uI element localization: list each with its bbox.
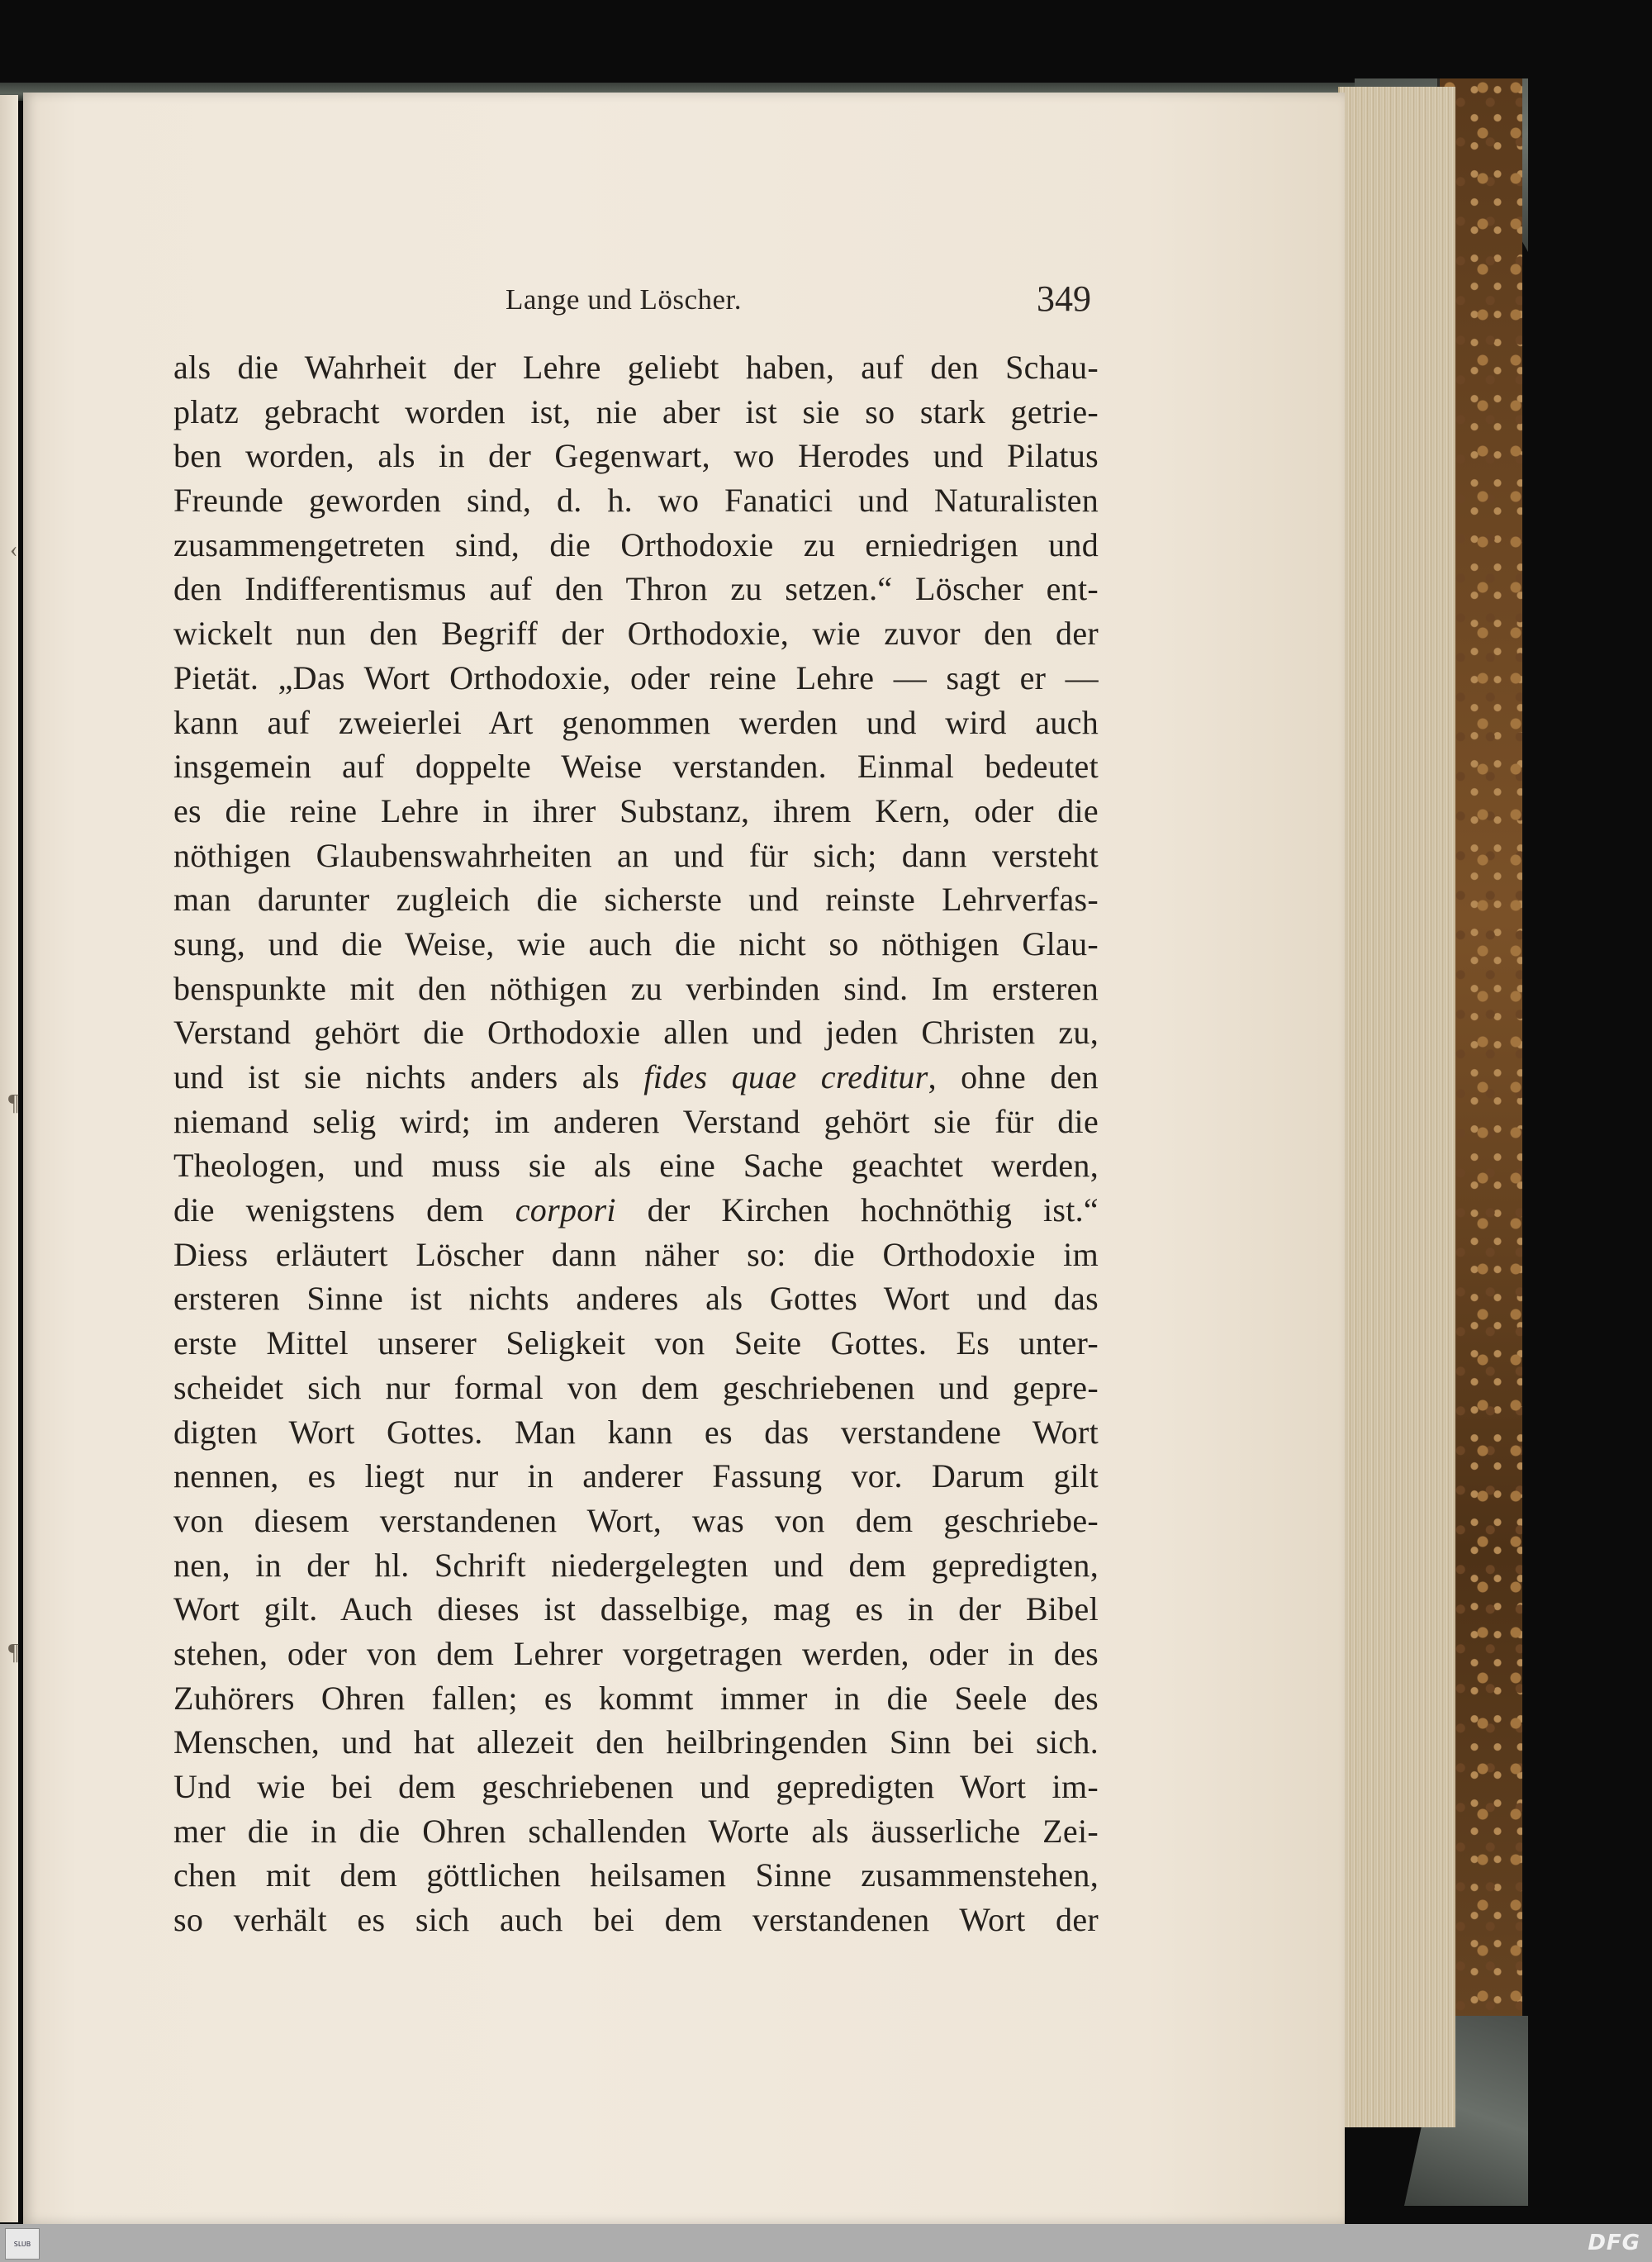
italic-phrase: fides quae creditur (643, 1058, 928, 1095)
text-line: kann auf zweierlei Art genommen werden und wird auch (173, 703, 1099, 741)
text-line: mer die in die Ohren schallenden Worte als äusserliche Zei- (173, 1812, 1099, 1850)
text-line (173, 1188, 1099, 1233)
page-edges-stack (1338, 87, 1455, 2127)
margin-mark: ¶ (8, 1640, 19, 1666)
italic-phrase: corpori (515, 1191, 616, 1229)
text-line: wickelt nun den Begriff der Orthodoxie, wie zuvor den der (173, 615, 1099, 653)
text-line: nennen, es liegt nur in anderer Fassung vor. Darum gilt (173, 1457, 1099, 1495)
text-line: stehen, oder von dem Lehrer vorgetragen werden, oder in des (173, 1634, 1099, 1672)
text-line: benspunkte mit den nöthigen zu verbinden sind. Im ersteren (173, 969, 1099, 1007)
margin-mark: ¶ (8, 1091, 19, 1116)
text-line: niemand selig wird; im anderen Verstand gehört sie für die (173, 1102, 1099, 1140)
page-number: 349 (1037, 278, 1091, 319)
text-line: zusammengetreten sind, die Orthodoxie zu erniedrigen und (173, 525, 1099, 563)
footer-band (0, 2224, 1652, 2262)
text-fragment: , ohne den (928, 1058, 1099, 1095)
text-line: platz gebracht worden ist, nie aber ist sie so stark getrie- (173, 392, 1099, 430)
text-line: ersteren Sinne ist nichts anderes als Gottes Wort und das (173, 1280, 1099, 1318)
text-line: Verstand gehört die Orthodoxie allen und jeden Christen zu, (173, 1014, 1099, 1052)
text-line: Freunde geworden sind, d. h. wo Fanatici und Naturalisten (173, 482, 1099, 520)
text-line: Pietät. „Das Wort Orthodoxie, oder reine Lehre — sagt er — (173, 658, 1099, 696)
text-line: scheidet sich nur formal von dem geschriebenen und gepre- (173, 1368, 1099, 1406)
dfg-logo: DFG (1588, 2231, 1640, 2255)
text-fragment: und ist sie nichts anders als (173, 1058, 644, 1095)
body-text (173, 345, 1099, 1942)
text-line: als die Wahrheit der Lehre geliebt haben, auf den Schau- (173, 349, 1099, 386)
text-line: Wort gilt. Auch dieses ist dasselbige, mag es in der Bibel (173, 1590, 1099, 1628)
text-line: ben worden, als in der Gegenwart, wo Herodes und Pilatus (173, 437, 1099, 475)
margin-mark: ‹ (10, 537, 18, 563)
text-line: insgemein auf doppelte Weise verstanden. Einmal bedeutet (173, 748, 1099, 786)
text-line: nen, in der hl. Schrift niedergelegten und dem gepredigten, (173, 1546, 1099, 1584)
text-line: digten Wort Gottes. Man kann es das verstandene Wort (173, 1413, 1099, 1451)
text-line: so verhält es sich auch bei dem verstandenen Wort der (173, 1901, 1099, 1939)
text-fragment: der Kirchen hochnöthig ist.“ (615, 1191, 1099, 1229)
text-line: man darunter zugleich die sicherste und reinste Lehrverfas- (173, 881, 1099, 919)
running-head: Lange und Löscher. (506, 283, 742, 316)
text-line: Theologen, und muss sie als eine Sache geachtet werden, (173, 1147, 1099, 1185)
text-line: es die reine Lehre in ihrer Substanz, ihrem Kern, oder die (173, 791, 1099, 829)
text-line: chen mit dem göttlichen heilsamen Sinne zusammenstehen, (173, 1856, 1099, 1894)
text-line: Diess erläutert Löscher dann näher so: die Orthodoxie im (173, 1235, 1099, 1273)
text-line: Zuhörers Ohren fallen; es kommt immer in die Seele des (173, 1679, 1099, 1717)
text-line: nöthigen Glaubenswahrheiten an und für sich; dann versteht (173, 836, 1099, 874)
text-line: sung, und die Weise, wie auch die nicht so nöthigen Glau- (173, 924, 1099, 962)
facing-page-edge (0, 95, 18, 2222)
library-logo (5, 2228, 40, 2260)
text-line: den Indifferentismus auf den Thron zu setzen.“ Löscher ent- (173, 570, 1099, 608)
text-line (173, 1055, 1099, 1100)
text-line: Und wie bei dem geschriebenen und gepredigten Wort im- (173, 1768, 1099, 1805)
text-line: von diesem verstandenen Wort, was von dem geschriebe- (173, 1501, 1099, 1539)
text-line: erste Mittel unserer Seligkeit von Seite Gottes. Es unter- (173, 1324, 1099, 1362)
text-line: Menschen, und hat allezeit den heilbringenden Sinn bei sich. (173, 1723, 1099, 1761)
library-logo-label: SLUB (13, 2240, 31, 2248)
text-fragment: die wenigstens dem (173, 1191, 515, 1229)
